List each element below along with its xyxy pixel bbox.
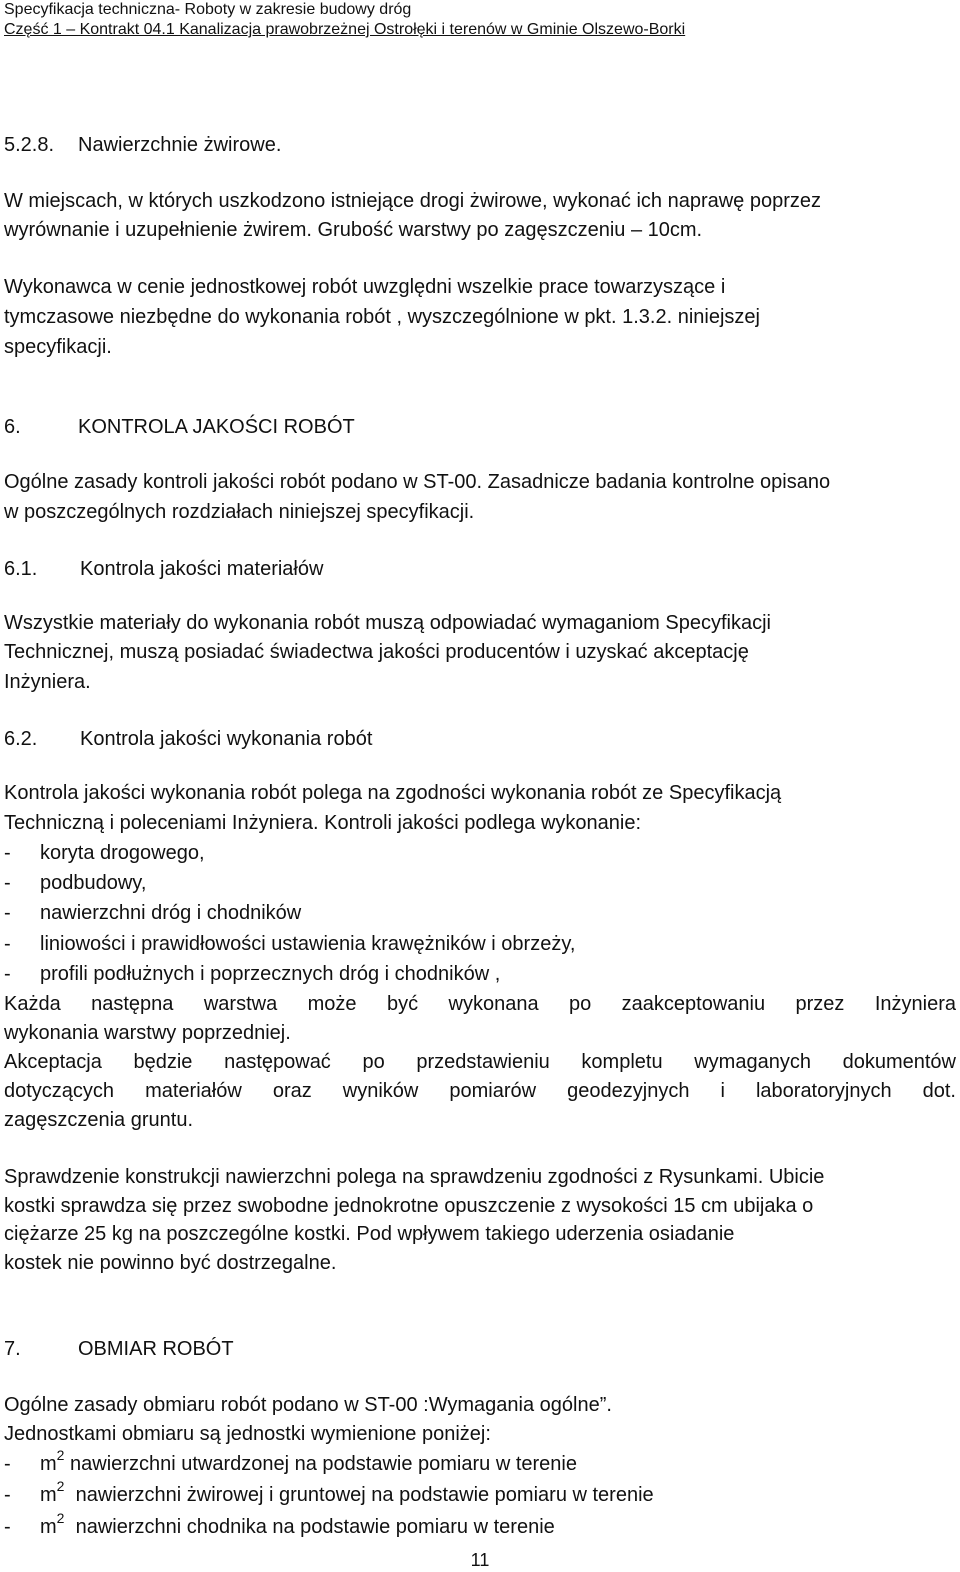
page-number: 11: [470, 1550, 490, 1570]
list-item: [4, 1478, 654, 1507]
list-item-text: nawierzchni dróg i chodników: [40, 902, 302, 924]
paragraph-line: Kontrola jakości wykonania robót polega na zgodności wykonania robót ze Specyfikacją: [4, 782, 782, 804]
list-item: [4, 1510, 555, 1539]
section-6-1-heading: [4, 557, 323, 581]
list-item-text: nawierzchni żwirowej i gruntowej na podstawie pomiaru w terenie: [75, 1484, 654, 1506]
paragraph-line: Jednostkami obmiaru są jednostki wymienione poniżej:: [4, 1423, 491, 1445]
list-item: [4, 871, 146, 895]
list-dash: -: [4, 842, 11, 864]
paragraph-line: wyrównanie i uzupełnienie żwirem. Grubość warstwy po zagęszczeniu – 10cm.: [4, 219, 703, 241]
list-dash: -: [4, 1516, 11, 1538]
unit-exponent: 2: [56, 1478, 65, 1495]
list-dash: -: [4, 1453, 11, 1475]
paragraph-line: Ogólne zasady kontroli jakości robót podano w ST-00. Zasadnicze badania kontrolne opisano: [4, 471, 831, 493]
paragraph-line: w poszczególnych rozdziałach niniejszej specyfikacji.: [4, 501, 475, 523]
section-title: KONTROLA JAKOŚCI ROBÓT: [78, 416, 355, 438]
list-dash: -: [4, 933, 11, 955]
paragraph-line: ciężarze 25 kg na poszczególne kostki. Pod wpływem takiego uderzenia osiadanie: [4, 1223, 735, 1245]
paragraph-line: kostki sprawdza się przez swobodne jednokrotne opuszczenie z wysokości 15 cm ubijaka o: [4, 1195, 814, 1217]
section-7-heading: [4, 1337, 234, 1361]
list-item: [4, 962, 500, 986]
list-item-text: nawierzchni chodnika na podstawie pomiaru w terenie: [75, 1516, 555, 1538]
section-number: 6.2.: [4, 728, 38, 750]
paragraph-line: wykonania warstwy poprzedniej.: [4, 1022, 291, 1044]
section-6-heading: [4, 415, 355, 439]
list-dash: -: [4, 872, 11, 894]
paragraph-line: Wszystkie materiały do wykonania robót muszą odpowiadać wymaganiom Specyfikacji: [4, 612, 771, 634]
list-dash: -: [4, 963, 11, 985]
paragraph-line: dotyczących materiałów oraz wyników pomiarów geodezyjnych i laboratoryjnych dot.: [4, 1080, 956, 1102]
list-item-text: koryta drogowego,: [40, 842, 205, 864]
section-5-2-8-heading: [4, 133, 281, 157]
paragraph-line: Technicznej, muszą posiadać świadectwa jakości producentów i uzyskać akceptację: [4, 641, 749, 663]
list-item-text: podbudowy,: [40, 872, 147, 894]
unit-symbol: m: [40, 1516, 57, 1538]
section-title: Nawierzchnie żwirowe.: [78, 134, 282, 156]
paragraph-line: kostek nie powinno być dostrzegalne.: [4, 1252, 337, 1274]
unit-symbol: m: [40, 1484, 57, 1506]
paragraph-line: specyfikacji.: [4, 336, 112, 358]
list-dash: -: [4, 1484, 11, 1506]
paragraph-line: W miejscach, w których uszkodzono istniejące drogi żwirowe, wykonać ich naprawę poprzez: [4, 190, 822, 212]
section-title: Kontrola jakości materiałów: [80, 558, 324, 580]
list-item-text: profili podłużnych i poprzecznych dróg i chodników ,: [40, 963, 501, 985]
list-item: [4, 841, 205, 865]
unit-symbol: m: [40, 1453, 57, 1475]
paragraph-line: Każda następna warstwa może być wykonana po zaakceptowaniu przez Inżyniera: [4, 993, 956, 1015]
section-6-2-heading: [4, 727, 372, 751]
list-item-text: liniowości i prawidłowości ustawienia krawężników i obrzeży,: [40, 933, 576, 955]
paragraph-line: Ogólne zasady obmiaru robót podano w ST-00 :Wymagania ogólne”.: [4, 1394, 612, 1416]
list-item: [4, 932, 575, 956]
list-item-text: nawierzchni utwardzonej na podstawie pomiaru w terenie: [70, 1453, 577, 1475]
section-title: OBMIAR ROBÓT: [78, 1338, 234, 1360]
paragraph-line: Wykonawca w cenie jednostkowej robót uwzględni wszelkie prace towarzyszące i: [4, 276, 726, 298]
paragraph-line: Sprawdzenie konstrukcji nawierzchni polega na sprawdzeniu zgodności z Rysunkami. Ubicie: [4, 1166, 825, 1188]
document-header-title: Specyfikacja techniczna- Roboty w zakresie budowy dróg: [4, 1, 412, 18]
paragraph-line: Inżyniera.: [4, 671, 91, 693]
unit-exponent: 2: [56, 1447, 65, 1464]
list-item: [4, 901, 301, 925]
unit-exponent: 2: [56, 1510, 65, 1527]
section-number: 6.: [4, 416, 21, 438]
paragraph-line: Techniczną i poleceniami Inżyniera. Kontroli jakości podlega wykonanie:: [4, 812, 642, 834]
section-title: Kontrola jakości wykonania robót: [80, 728, 373, 750]
paragraph-line: zagęszczenia gruntu.: [4, 1109, 194, 1131]
section-number: 7.: [4, 1338, 21, 1360]
section-number: 6.1.: [4, 558, 38, 580]
paragraph-line: Akceptacja będzie następować po przedstawieniu kompletu wymaganych dokumentów: [4, 1051, 956, 1073]
paragraph-line: tymczasowe niezbędne do wykonania robót , wyszczególnione w pkt. 1.3.2. niniejszej: [4, 306, 760, 328]
list-item: [4, 1447, 577, 1476]
list-dash: -: [4, 902, 11, 924]
section-number: 5.2.8.: [4, 134, 55, 156]
document-header-contract: Część 1 – Kontrakt 04.1 Kanalizacja prawobrzeżnej Ostrołęki i terenów w Gminie Olszewo-Borki: [4, 21, 686, 38]
